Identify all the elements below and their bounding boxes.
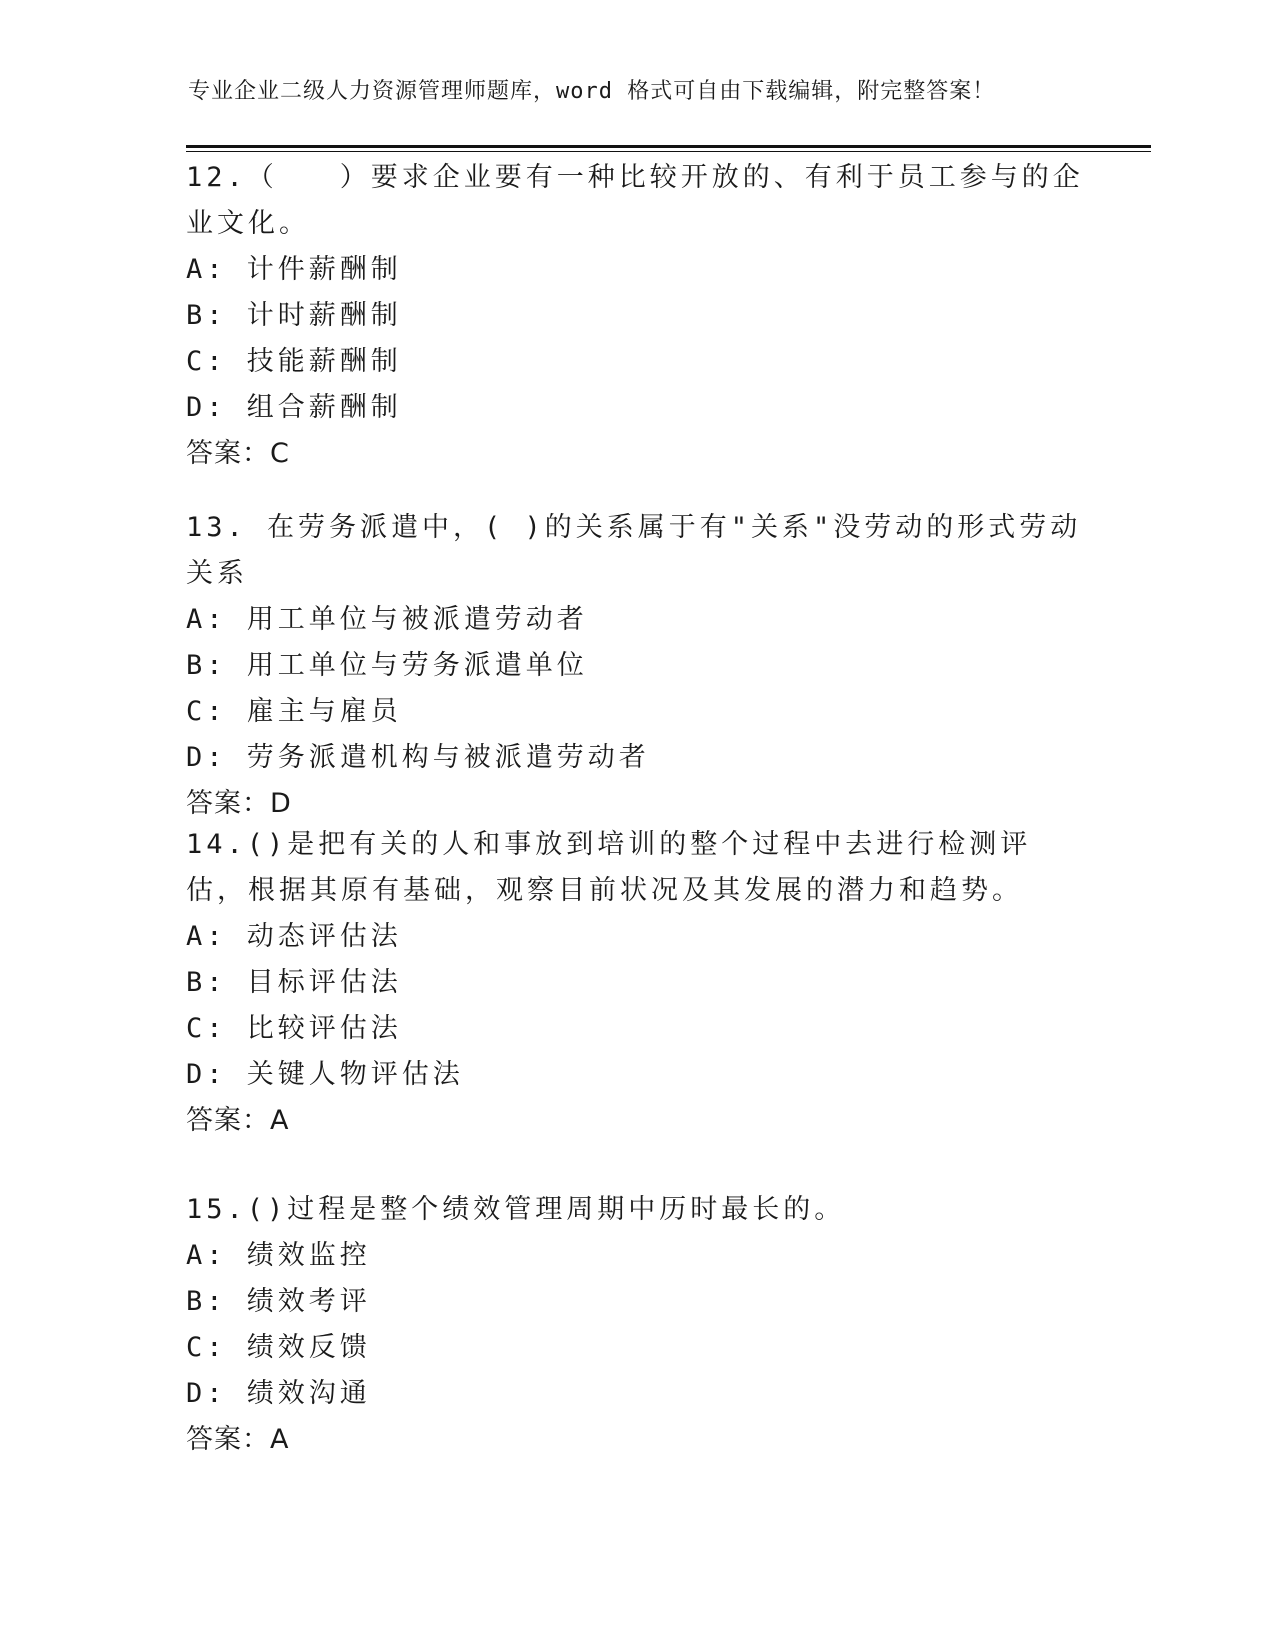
option-a: A: 用工单位与被派遣劳动者 bbox=[186, 604, 588, 635]
answer: 答案：D bbox=[186, 788, 292, 819]
option-b: B: 用工单位与劳务派遣单位 bbox=[186, 650, 588, 681]
question-15 bbox=[186, 1187, 1086, 1463]
question-stem: 15.()过程是整个绩效管理周期中历时最长的。 bbox=[186, 1194, 846, 1225]
option-a: A: 计件薪酬制 bbox=[186, 254, 402, 285]
option-c: C: 绩效反馈 bbox=[186, 1332, 371, 1363]
answer: 答案：A bbox=[186, 1424, 290, 1455]
option-b: B: 目标评估法 bbox=[186, 967, 402, 998]
option-a: A: 动态评估法 bbox=[186, 921, 402, 952]
option-b: B: 绩效考评 bbox=[186, 1286, 371, 1317]
option-d: D: 关键人物评估法 bbox=[186, 1059, 464, 1090]
page-header: 专业企业二级人力资源管理师题库，word 格式可自由下载编辑，附完整答案！ bbox=[188, 79, 996, 104]
question-13 bbox=[186, 505, 1086, 827]
question-stem: 13. 在劳务派遣中，( )的关系属于有"关系"没劳动的形式劳动关系 bbox=[186, 512, 1082, 589]
question-stem: 12.（ ）要求企业要有一种比较开放的、有利于员工参与的企业文化。 bbox=[186, 162, 1084, 239]
header-divider-thin bbox=[186, 151, 1151, 152]
option-b: B: 计时薪酬制 bbox=[186, 300, 402, 331]
option-a: A: 绩效监控 bbox=[186, 1240, 371, 1271]
question-12 bbox=[186, 155, 1086, 477]
question-stem: 14.()是把有关的人和事放到培训的整个过程中去进行检测评估，根据其原有基础，观察目前状况及其发展的潜力和趋势。 bbox=[186, 829, 1032, 906]
option-c: C: 比较评估法 bbox=[186, 1013, 402, 1044]
option-d: D: 组合薪酬制 bbox=[186, 392, 402, 423]
option-d: D: 绩效沟通 bbox=[186, 1378, 371, 1409]
option-d: D: 劳务派遣机构与被派遣劳动者 bbox=[186, 742, 650, 773]
answer: 答案：C bbox=[186, 438, 290, 469]
header-divider-thick bbox=[186, 145, 1151, 148]
option-c: C: 技能薪酬制 bbox=[186, 346, 402, 377]
option-c: C: 雇主与雇员 bbox=[186, 696, 402, 727]
answer: 答案：A bbox=[186, 1105, 290, 1136]
question-14 bbox=[186, 822, 1086, 1144]
